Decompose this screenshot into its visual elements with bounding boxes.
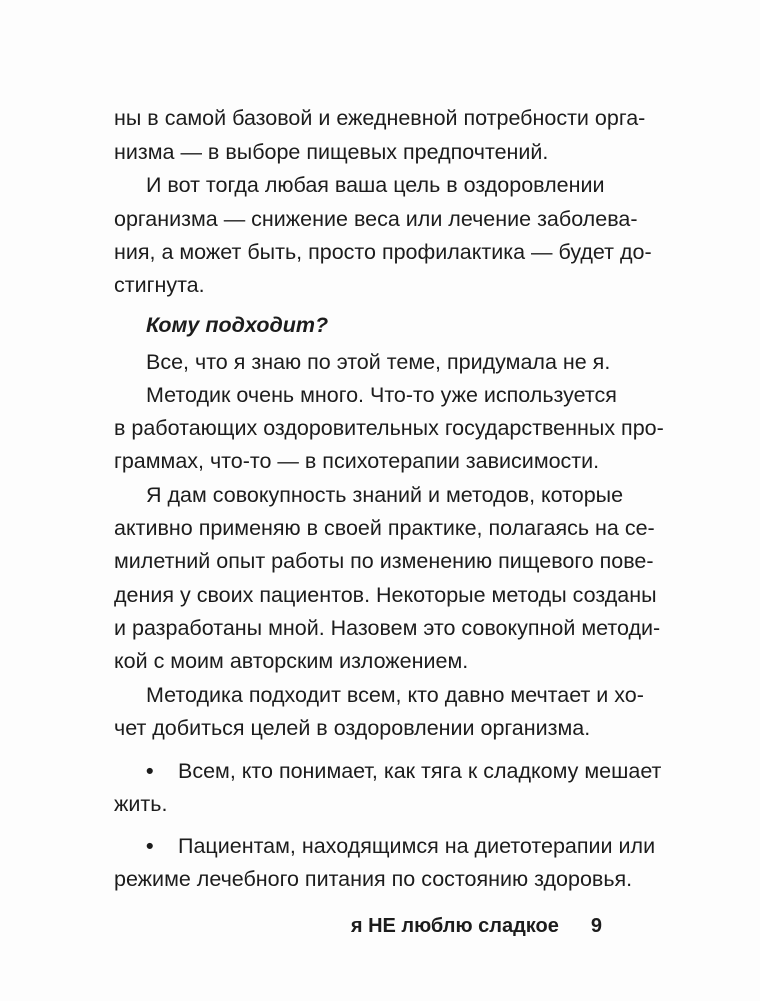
text-line: жить. — [114, 792, 168, 816]
bullet-item — [146, 831, 656, 861]
text-line: организма — снижение веса или лечение заболева- — [114, 207, 638, 231]
running-footer — [350, 912, 602, 940]
bullet-text: Пациентам, находящимся на диетотерапии или — [178, 834, 656, 858]
text-line: ния, а может быть, просто профилактика — будет до- — [114, 240, 652, 264]
text-line: в работающих оздоровительных государственных про- — [114, 416, 664, 440]
text-line: милетний опыт работы по изменению пищевого пове- — [114, 549, 654, 573]
book-title: я НЕ люблю сладкое — [350, 915, 559, 937]
text-line: и разработаны мной. Назовем это совокупной методи- — [114, 616, 661, 640]
text-line: дения у своих пациентов. Некоторые методы созданы — [114, 583, 657, 607]
text-line: Методика подходит всем, кто давно мечтает и хо- — [146, 683, 644, 707]
bullet-text: Всем, кто понимает, как тяга к сладкому мешает — [178, 759, 662, 783]
bullet-icon: • — [146, 834, 154, 858]
text-line: Я дам совокупность знаний и методов, которые — [146, 483, 624, 507]
bullet-icon: • — [146, 759, 154, 783]
text-line: стигнута. — [114, 273, 205, 297]
bullet-item — [146, 756, 662, 786]
text-line: кой с моим авторским изложением. — [114, 649, 469, 673]
page-number: 9 — [590, 915, 602, 937]
text-line: Все, что я знаю по этой теме, придумала не я. — [146, 350, 611, 374]
text-line: режиме лечебного питания по состоянию здоровья. — [114, 867, 633, 891]
text-line: ны в самой базовой и ежедневной потребности орга- — [114, 106, 646, 130]
section-heading: Кому подходит? — [146, 313, 329, 337]
text-line: граммах, что-то — в психотерапии зависимости. — [114, 449, 600, 473]
text-line: низма — в выборе пищевых предпочтений. — [114, 140, 549, 164]
text-line: Методик очень много. Что-то уже используется — [146, 383, 617, 407]
text-line: активно применяю в своей практике, полагаясь на се- — [114, 516, 655, 540]
text-line: чет добиться целей в оздоровлении организма. — [114, 716, 591, 740]
text-line: И вот тогда любая ваша цель в оздоровлении — [146, 173, 605, 197]
